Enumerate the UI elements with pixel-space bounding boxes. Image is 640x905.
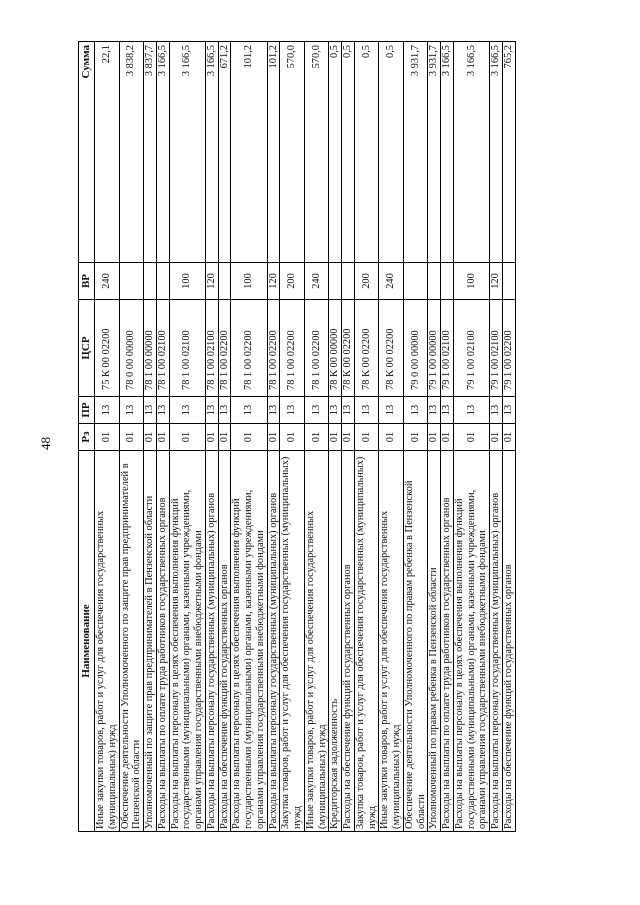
cell-name: Уполномоченный по правам ребенка в Пензенской области <box>428 451 441 832</box>
header-vr: ВР <box>79 263 95 300</box>
cell-pr: 13 <box>453 397 489 424</box>
table-row <box>354 42 379 832</box>
cell-sum: 0,5 <box>379 42 404 263</box>
cell-sum: 101,2 <box>267 42 280 263</box>
cell-pr: 13 <box>379 397 404 424</box>
cell-pr: 13 <box>441 397 454 424</box>
cell-pr: 13 <box>329 397 342 424</box>
cell-name: Расходы на выплаты по оплате труда работников государственных органов <box>156 451 169 832</box>
table-row <box>95 42 120 832</box>
cell-vr <box>441 263 454 300</box>
cell-csr: 75 К 00 02200 <box>95 300 120 397</box>
header-csr: ЦСР <box>79 300 95 397</box>
cell-name: Расходы на обеспечение функций государственных органов <box>218 451 231 832</box>
rotated-page-content <box>78 42 600 832</box>
cell-csr: 78 0 00 00000 <box>119 300 144 397</box>
table-header <box>79 42 95 832</box>
cell-rz: 01 <box>354 424 379 451</box>
cell-rz: 01 <box>441 424 454 451</box>
cell-name: Иные закупки товаров, работ и услуг для обеспечения государственных (муниципальных) нужд <box>95 451 120 832</box>
cell-pr: 13 <box>144 397 157 424</box>
cell-sum: 3 166,5 <box>169 42 205 263</box>
table-row <box>304 42 329 832</box>
cell-name: Закупка товаров, работ и услуг для обеспечения государственных (муниципальных) нужд <box>354 451 379 832</box>
cell-csr: 78 1 00 02100 <box>156 300 169 397</box>
table-row <box>428 42 441 832</box>
table-row <box>453 42 489 832</box>
header-rz: Рз <box>79 424 95 451</box>
cell-vr: 120 <box>205 263 218 300</box>
table-row <box>205 42 218 832</box>
table-row <box>490 42 503 832</box>
cell-name: Уполномоченный по защите прав предпринимателей в Пензенской области <box>144 451 157 832</box>
cell-rz: 01 <box>329 424 342 451</box>
cell-rz: 01 <box>156 424 169 451</box>
cell-csr: 78 К 00 02200 <box>354 300 379 397</box>
cell-vr <box>119 263 144 300</box>
table-row <box>441 42 454 832</box>
table-row <box>218 42 231 832</box>
cell-pr: 13 <box>231 397 267 424</box>
cell-vr: 100 <box>453 263 489 300</box>
cell-name: Обеспечение деятельности Уполномоченного по защите прав предпринимателей в Пензенской области <box>119 451 144 832</box>
cell-sum: 570,0 <box>304 42 329 263</box>
cell-pr: 13 <box>490 397 503 424</box>
cell-csr: 79 1 00 00000 <box>428 300 441 397</box>
cell-pr: 13 <box>280 397 305 424</box>
cell-name: Иные закупки товаров, работ и услуг для обеспечения государственных (муниципальных) нужд <box>304 451 329 832</box>
cell-csr: 78 К 00 00000 <box>329 300 342 397</box>
cell-vr: 240 <box>304 263 329 300</box>
header-row <box>79 42 95 832</box>
cell-pr: 13 <box>156 397 169 424</box>
cell-vr <box>428 263 441 300</box>
cell-sum: 0,5 <box>342 42 355 263</box>
cell-sum: 3 931,7 <box>403 42 428 263</box>
cell-sum: 0,5 <box>354 42 379 263</box>
cell-sum: 3 166,5 <box>490 42 503 263</box>
cell-name: Иные закупки товаров, работ и услуг для обеспечения государственных (муниципальных) нужд <box>379 451 404 832</box>
cell-vr: 240 <box>95 263 120 300</box>
cell-pr: 13 <box>304 397 329 424</box>
cell-name: Расходы на выплаты персоналу в целях обеспечения выполнения функций государственными (муниципальными) органами, казенными учреждениями, органами управления государственными внебюджетными фондами <box>169 451 205 832</box>
cell-vr <box>144 263 157 300</box>
cell-vr <box>329 263 342 300</box>
cell-pr: 13 <box>218 397 231 424</box>
cell-csr: 78 К 00 02200 <box>379 300 404 397</box>
table-row <box>156 42 169 832</box>
cell-sum: 765,2 <box>502 42 515 263</box>
cell-rz: 01 <box>342 424 355 451</box>
cell-rz: 01 <box>428 424 441 451</box>
cell-csr: 78 1 00 02200 <box>280 300 305 397</box>
cell-name: Расходы на выплаты персоналу в целях обеспечения выполнения функций государственными (муниципальными) органами, казенными учреждениями, органами управления государственными внебюджетными фондами <box>231 451 267 832</box>
cell-rz: 01 <box>304 424 329 451</box>
cell-vr <box>502 263 515 300</box>
cell-rz: 01 <box>169 424 205 451</box>
cell-csr: 78 1 00 02200 <box>218 300 231 397</box>
table-row <box>329 42 342 832</box>
cell-csr: 79 1 00 02100 <box>490 300 503 397</box>
table-row <box>169 42 205 832</box>
table-row <box>502 42 515 832</box>
cell-rz: 01 <box>379 424 404 451</box>
cell-vr <box>218 263 231 300</box>
cell-name: Расходы на выплаты персоналу государственных (муниципальных) органов <box>205 451 218 832</box>
cell-csr: 79 1 00 02100 <box>453 300 489 397</box>
table-row <box>119 42 144 832</box>
cell-name: Расходы на обеспечение функций государственных органов <box>342 451 355 832</box>
cell-name: Закупка товаров, работ и услуг для обеспечения государственных (муниципальных) нужд <box>280 451 305 832</box>
cell-name: Расходы на выплаты персоналу государственных (муниципальных) органов <box>490 451 503 832</box>
cell-vr <box>403 263 428 300</box>
header-name: Наименование <box>79 451 95 832</box>
table-row <box>379 42 404 832</box>
cell-sum: 3 837,7 <box>144 42 157 263</box>
cell-vr: 100 <box>169 263 205 300</box>
cell-csr: 78 1 00 02200 <box>267 300 280 397</box>
cell-csr: 78 1 00 00000 <box>144 300 157 397</box>
header-sum: Сумма <box>79 42 95 263</box>
cell-csr: 78 1 00 02100 <box>205 300 218 397</box>
cell-vr: 200 <box>280 263 305 300</box>
cell-name: Расходы на выплаты персоналу государственных (муниципальных) органов <box>267 451 280 832</box>
header-pr: ПР <box>79 397 95 424</box>
cell-name: Расходы на выплаты персоналу в целях обеспечения выполнения функций государственными (муниципальными) органами, казенными учреждениями, органами управления государственными внебюджетными фондами <box>453 451 489 832</box>
cell-rz: 01 <box>453 424 489 451</box>
cell-pr: 13 <box>119 397 144 424</box>
cell-sum: 3 166,5 <box>453 42 489 263</box>
cell-vr <box>342 263 355 300</box>
table-row <box>231 42 267 832</box>
cell-vr: 200 <box>354 263 379 300</box>
cell-rz: 01 <box>231 424 267 451</box>
cell-rz: 01 <box>403 424 428 451</box>
cell-sum: 22,1 <box>95 42 120 263</box>
cell-sum: 3 166,5 <box>156 42 169 263</box>
cell-vr: 100 <box>231 263 267 300</box>
cell-pr: 13 <box>354 397 379 424</box>
table-row <box>403 42 428 832</box>
cell-pr: 13 <box>428 397 441 424</box>
cell-pr: 13 <box>403 397 428 424</box>
cell-pr: 13 <box>267 397 280 424</box>
cell-sum: 3 166,5 <box>205 42 218 263</box>
cell-sum: 0,5 <box>329 42 342 263</box>
table-row <box>267 42 280 832</box>
cell-csr: 78 К 00 02200 <box>342 300 355 397</box>
cell-pr: 13 <box>95 397 120 424</box>
cell-csr: 79 1 00 02100 <box>441 300 454 397</box>
cell-rz: 01 <box>144 424 157 451</box>
cell-sum: 3 838,2 <box>119 42 144 263</box>
cell-csr: 78 1 00 02200 <box>231 300 267 397</box>
cell-pr: 13 <box>502 397 515 424</box>
cell-vr: 240 <box>379 263 404 300</box>
cell-vr: 120 <box>490 263 503 300</box>
cell-sum: 3 931,7 <box>428 42 441 263</box>
cell-csr: 79 0 00 00000 <box>403 300 428 397</box>
cell-sum: 101,2 <box>231 42 267 263</box>
table-body <box>95 42 516 832</box>
table-row <box>144 42 157 832</box>
cell-rz: 01 <box>119 424 144 451</box>
cell-name: Расходы на выплаты по оплате труда работников государственных органов <box>441 451 454 832</box>
cell-pr: 13 <box>342 397 355 424</box>
cell-csr: 78 1 00 02200 <box>304 300 329 397</box>
cell-pr: 13 <box>169 397 205 424</box>
cell-name: Обеспечение деятельности Уполномоченного по правам ребенка в Пензенской области <box>403 451 428 832</box>
cell-sum: 671,2 <box>218 42 231 263</box>
cell-rz: 01 <box>95 424 120 451</box>
table-row <box>280 42 305 832</box>
cell-sum: 3 166,5 <box>441 42 454 263</box>
cell-pr: 13 <box>205 397 218 424</box>
cell-vr: 120 <box>267 263 280 300</box>
cell-rz: 01 <box>267 424 280 451</box>
cell-sum: 570,0 <box>280 42 305 263</box>
cell-rz: 01 <box>280 424 305 451</box>
cell-name: Кредиторская задолженность <box>329 451 342 832</box>
cell-name: Расходы на обеспечение функций государственных органов <box>502 451 515 832</box>
cell-vr <box>156 263 169 300</box>
cell-rz: 01 <box>490 424 503 451</box>
cell-rz: 01 <box>502 424 515 451</box>
table-row <box>342 42 355 832</box>
cell-rz: 01 <box>218 424 231 451</box>
page-number: 48 <box>38 437 53 450</box>
cell-csr: 79 1 00 02200 <box>502 300 515 397</box>
cell-rz: 01 <box>205 424 218 451</box>
budget-table <box>78 41 516 832</box>
cell-csr: 78 1 00 02100 <box>169 300 205 397</box>
